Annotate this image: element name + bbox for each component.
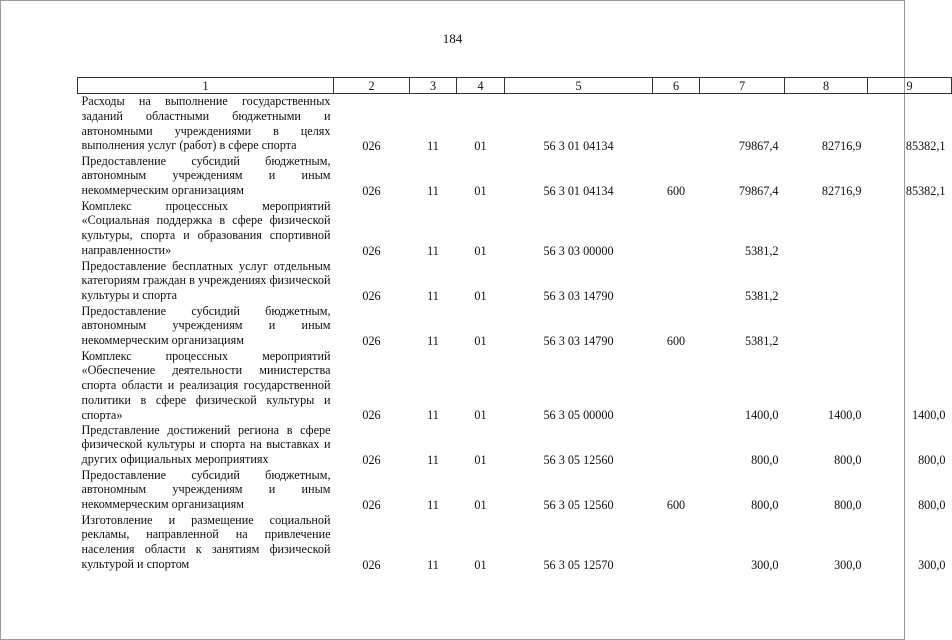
cell-col-5: 56 3 03 14790	[543, 333, 614, 348]
cell-col-7: 5381,2	[744, 333, 779, 348]
cell-col-4: 01	[474, 138, 487, 153]
cell-col-8: 800,0	[834, 497, 862, 512]
cell-col-8: 1400,0	[827, 407, 862, 422]
cell-description: Предоставление бесплатных услуг отдельным категориям граждан в учреждениях физической культуры и спорта	[81, 258, 331, 303]
table-row	[78, 349, 952, 423]
cell-col-8: 82716,9	[821, 138, 862, 153]
cell-col-5: 56 3 05 12570	[543, 557, 614, 572]
cell-description: Комплекс процессных мероприятий «Обеспечение деятельности министерства спорта области и реализация государственной политики в сфере физической культуры и спорта»	[81, 348, 331, 422]
column-header-2: 2	[334, 78, 410, 94]
cell-col-5: 56 3 05 12560	[543, 497, 614, 512]
cell-col-9: 85382,1	[905, 138, 946, 153]
cell-col-2: 026	[362, 243, 381, 258]
table-row	[78, 304, 952, 349]
cell-col-7: 800,0	[751, 497, 779, 512]
cell-col-6	[653, 349, 700, 423]
table-row	[78, 199, 952, 259]
cell-col-6	[653, 513, 700, 573]
cell-col-9	[868, 199, 952, 259]
cell-col-8: 800,0	[834, 452, 862, 467]
table-row	[78, 154, 952, 199]
cell-col-9	[868, 304, 952, 349]
cell-col-6	[653, 94, 700, 154]
cell-col-2: 026	[362, 452, 381, 467]
cell-col-9: 800,0	[918, 497, 946, 512]
column-header-1: 1	[78, 78, 334, 94]
table-row	[78, 423, 952, 468]
column-header-8: 8	[785, 78, 868, 94]
cell-col-4: 01	[474, 243, 487, 258]
cell-col-7: 300,0	[751, 557, 779, 572]
cell-description: Комплекс процессных мероприятий «Социальная поддержка в сфере физической культуры, спорта и образования спортивной направленности»	[81, 198, 331, 257]
cell-col-2: 026	[362, 333, 381, 348]
cell-col-7: 5381,2	[744, 288, 779, 303]
table-body	[78, 94, 952, 573]
page-number: 184	[442, 31, 463, 46]
column-header-5: 5	[505, 78, 653, 94]
table-row	[78, 513, 952, 573]
cell-description: Расходы на выполнение государственных заданий областными бюджетными и автономными учреждениями в целях выполнения услуг (работ) в сфере спорта	[81, 94, 331, 153]
table-header-row	[78, 78, 952, 94]
cell-col-2: 026	[362, 557, 381, 572]
cell-col-3: 11	[427, 138, 439, 153]
table-row	[78, 94, 952, 154]
cell-description: Предоставление субсидий бюджетным, автономным учреждениям и иным некоммерческим организациям	[81, 303, 331, 348]
cell-col-6: 600	[666, 333, 686, 348]
cell-description: Представление достижений региона в сфере физической культуры и спорта на выставках и других официальных мероприятиях	[81, 422, 331, 467]
cell-col-9: 85382,1	[905, 183, 946, 198]
cell-col-7: 79867,4	[738, 138, 779, 153]
cell-col-6	[653, 259, 700, 304]
cell-col-4: 01	[474, 288, 487, 303]
column-header-6: 6	[653, 78, 700, 94]
table-row	[78, 259, 952, 304]
cell-col-3: 11	[427, 407, 439, 422]
cell-col-6	[653, 423, 700, 468]
cell-col-8: 82716,9	[821, 183, 862, 198]
cell-col-9: 800,0	[918, 452, 946, 467]
cell-col-3: 11	[427, 183, 439, 198]
budget-table	[77, 77, 952, 573]
cell-col-3: 11	[427, 557, 439, 572]
cell-col-3: 11	[427, 333, 439, 348]
cell-col-5: 56 3 03 00000	[543, 243, 614, 258]
column-header-9: 9	[868, 78, 952, 94]
cell-col-9: 1400,0	[911, 407, 946, 422]
cell-col-7: 800,0	[751, 452, 779, 467]
cell-col-4: 01	[474, 452, 487, 467]
cell-col-7: 1400,0	[744, 407, 779, 422]
cell-col-5: 56 3 05 12560	[543, 452, 614, 467]
cell-col-4: 01	[474, 407, 487, 422]
cell-col-4: 01	[474, 183, 487, 198]
cell-col-8	[785, 199, 868, 259]
cell-col-8: 300,0	[834, 557, 862, 572]
cell-col-2: 026	[362, 138, 381, 153]
cell-col-2: 026	[362, 497, 381, 512]
cell-col-3: 11	[427, 243, 439, 258]
column-header-7: 7	[700, 78, 785, 94]
cell-col-8	[785, 304, 868, 349]
cell-col-2: 026	[362, 407, 381, 422]
cell-col-3: 11	[427, 497, 439, 512]
cell-col-2: 026	[362, 288, 381, 303]
cell-col-7: 79867,4	[738, 183, 779, 198]
cell-col-4: 01	[474, 333, 487, 348]
cell-col-3: 11	[427, 288, 439, 303]
cell-col-8	[785, 259, 868, 304]
column-header-4: 4	[457, 78, 505, 94]
cell-col-5: 56 3 01 04134	[543, 183, 614, 198]
cell-col-9: 300,0	[918, 557, 946, 572]
cell-col-9	[868, 259, 952, 304]
cell-description: Предоставление субсидий бюджетным, автономным учреждениям и иным некоммерческим организациям	[81, 153, 331, 198]
table-row	[78, 468, 952, 513]
cell-col-3: 11	[427, 452, 439, 467]
column-header-3: 3	[410, 78, 457, 94]
cell-description: Изготовление и размещение социальной рекламы, направленной на привлечение населения области к занятиям физической культурой и спортом	[81, 512, 331, 571]
cell-col-5: 56 3 03 14790	[543, 288, 614, 303]
cell-col-5: 56 3 05 00000	[543, 407, 614, 422]
cell-col-5: 56 3 01 04134	[543, 138, 614, 153]
cell-description: Предоставление субсидий бюджетным, автономным учреждениям и иным некоммерческим организациям	[81, 467, 331, 512]
cell-col-4: 01	[474, 497, 487, 512]
cell-col-4: 01	[474, 557, 487, 572]
cell-col-6	[653, 199, 700, 259]
cell-col-6: 600	[666, 183, 686, 198]
cell-col-6: 600	[666, 497, 686, 512]
cell-col-7: 5381,2	[744, 243, 779, 258]
cell-col-2: 026	[362, 183, 381, 198]
